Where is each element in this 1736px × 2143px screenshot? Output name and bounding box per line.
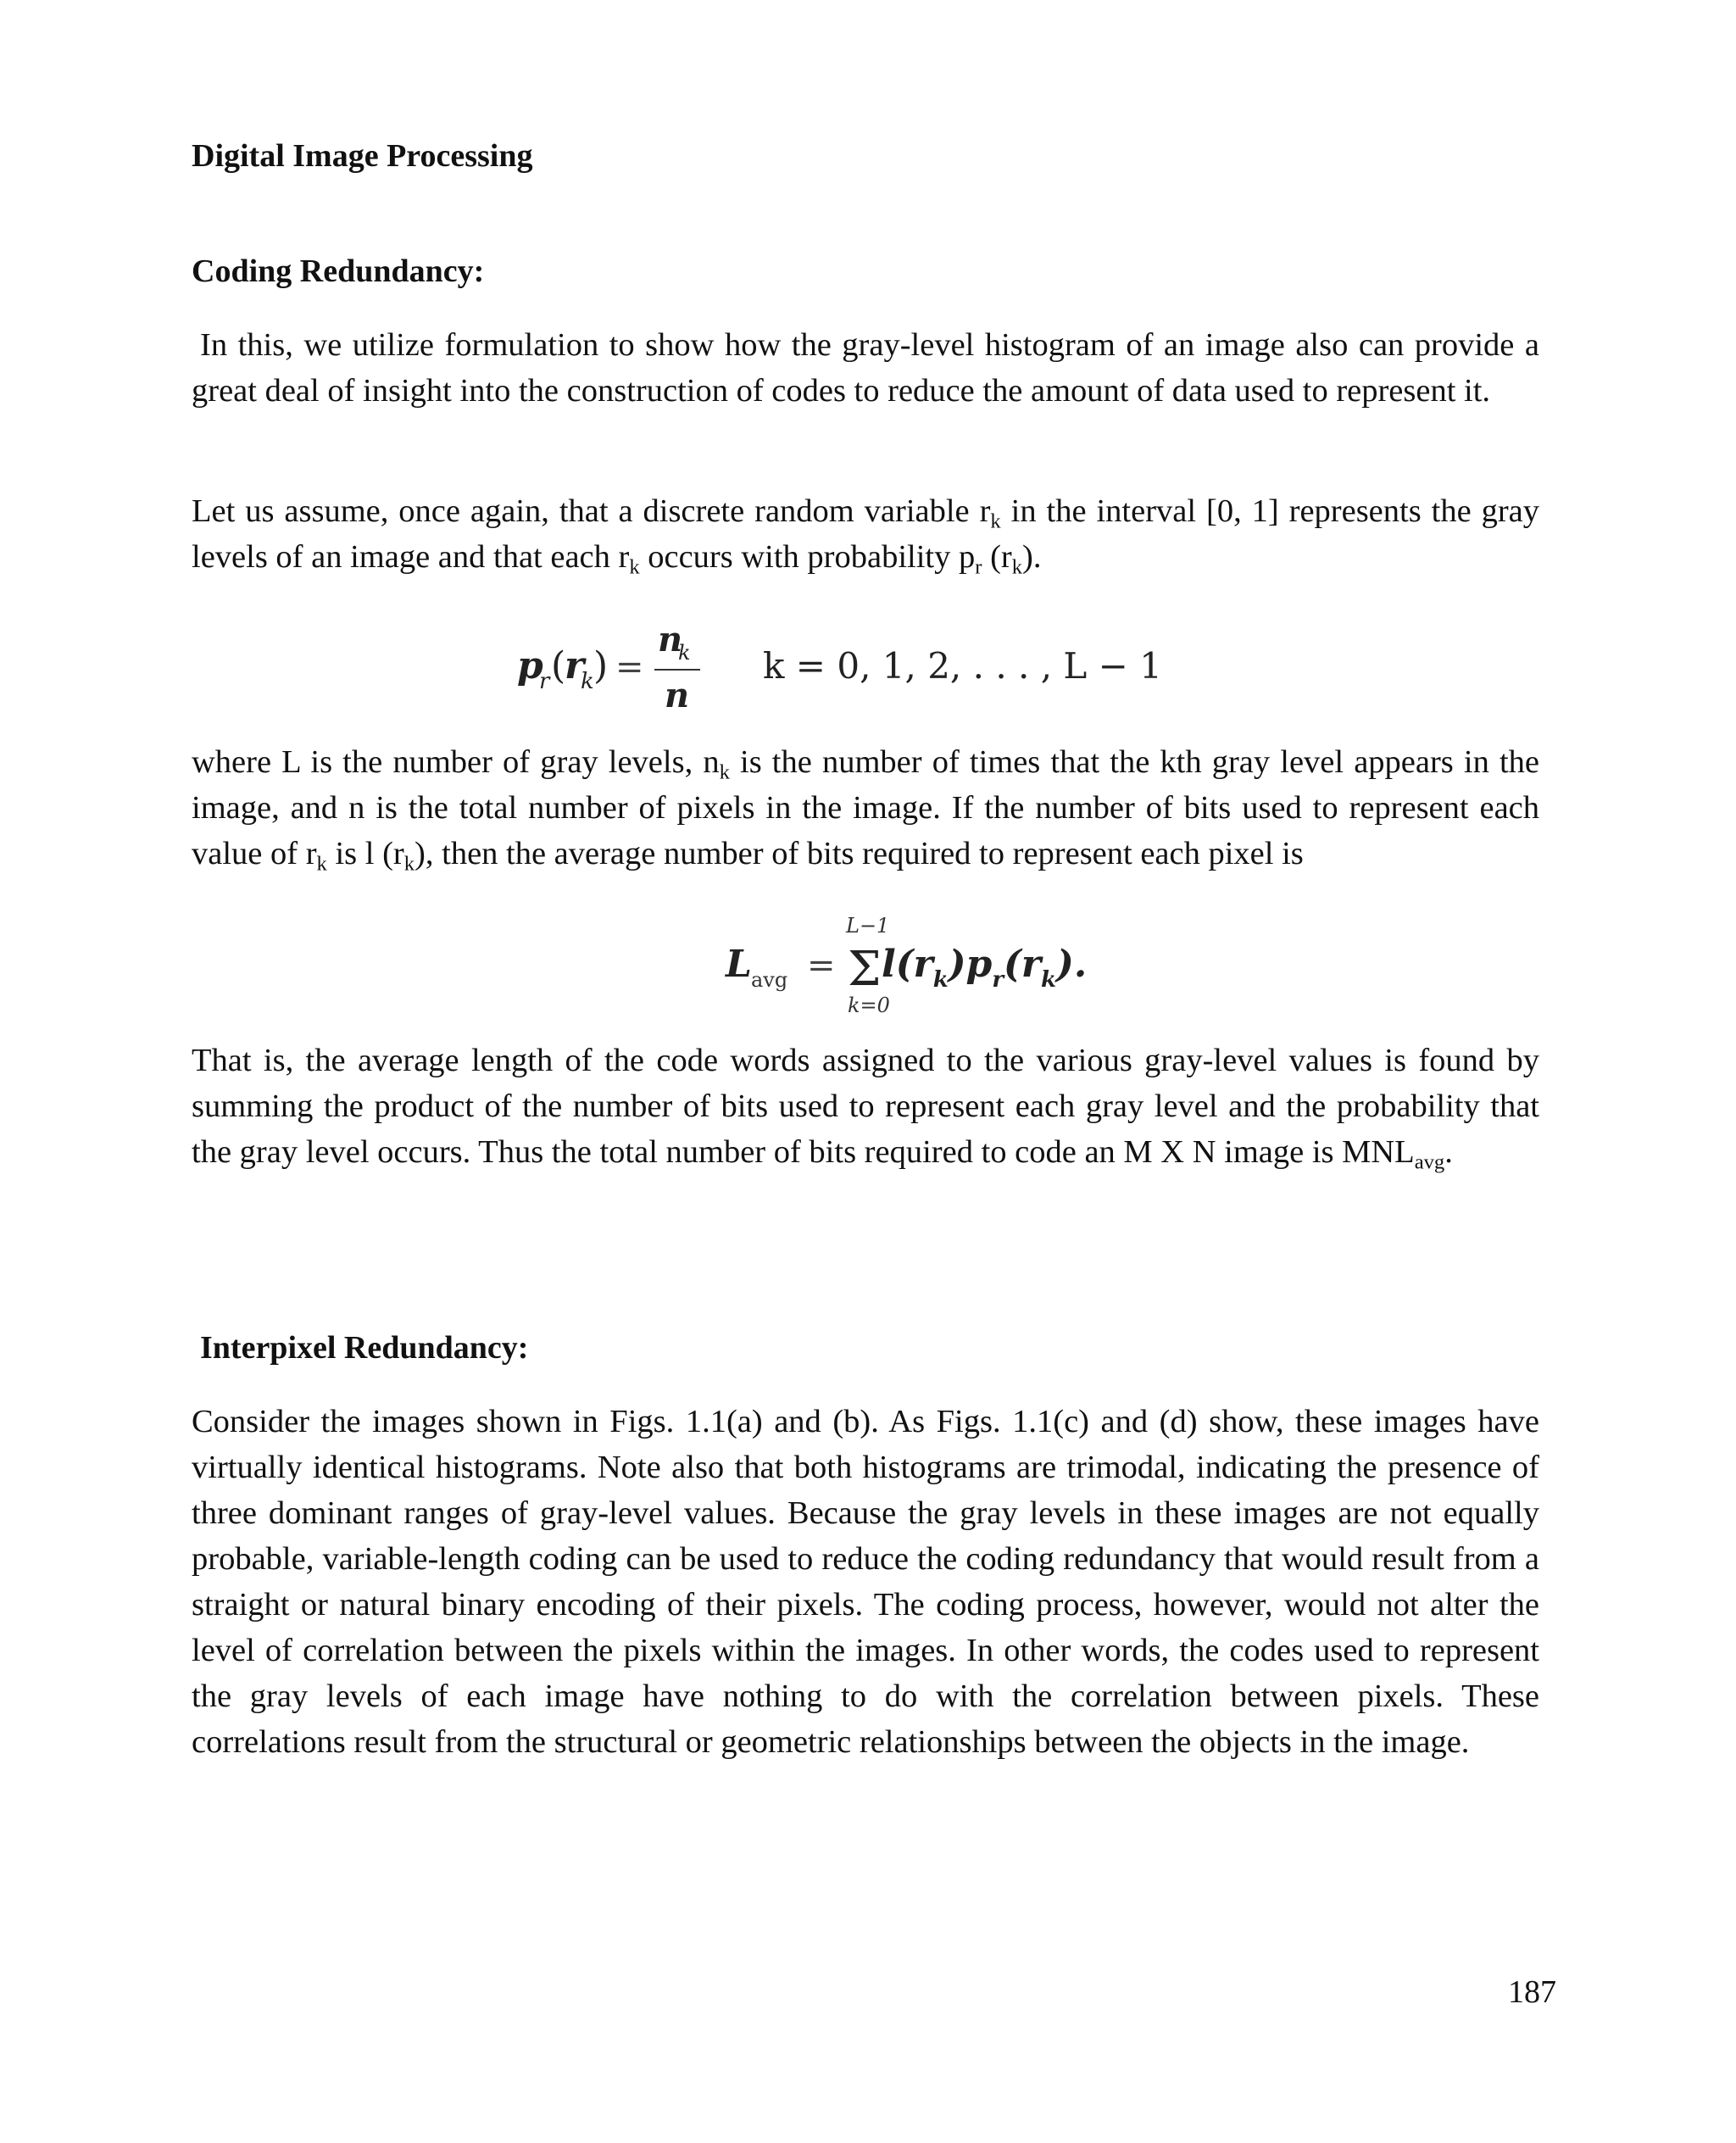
eq2-L-sub: avg — [751, 968, 788, 992]
eq1-p-sub: r — [539, 669, 550, 694]
eq1-range: k = 0, 1, 2, . . . , L − 1 — [763, 645, 1162, 687]
eq2-L: L — [726, 943, 752, 986]
eq2-equals: = — [807, 946, 836, 985]
section-heading-interpixel-redundancy: Interpixel Redundancy: — [200, 1330, 529, 1366]
eq1-open-paren: ( — [551, 644, 566, 687]
eq1-r: r — [565, 644, 585, 687]
eq1-r-sub: k — [581, 669, 594, 694]
equation-probability — [517, 617, 1162, 719]
eq1-equals: = — [615, 648, 644, 687]
eq2-body: $l(r_k)p_r(r_k)$. — [882, 943, 1088, 993]
eq2-lower-limit: k=0 — [848, 994, 890, 1017]
section-heading-coding-redundancy: Coding Redundancy: — [192, 253, 485, 289]
equation-average-length — [726, 909, 1088, 1019]
eq1-close-paren: ) — [593, 644, 609, 687]
eq1-denominator: n — [665, 676, 690, 715]
eq1-numerator: n — [658, 620, 683, 660]
paragraph-random-variable: Let us assume, once again, that a discrete random variable $r_k$ in the interval [0, 1] represents the gray levels of an image and that each $r_k$ occurs with probability $p_r$ $(r_k)$. — [192, 493, 1539, 579]
paragraph-intro: In this, we utilize formulation to show how the gray-level histogram of an image also can provide a great deal of insight into the construction of codes to reduce the amount of data used to represent it. — [192, 327, 1539, 409]
running-header: Digital Image Processing — [192, 138, 533, 174]
page-number: 187 — [1508, 1974, 1556, 2010]
paragraph-interpixel: Consider the images shown in Figs. 1.1(a) and (b). As Figs. 1.1(c) and (d) show, these images have virtually identical histograms. Note also that both histograms are trimodal, indicating the presence of three dominant ranges of gray-level values. Because the gray levels in these images are not equally probable, variable-length coding can be used to reduce the coding redundancy that would result from a straight or natural binary encoding of their pixels. The coding process, however, would not alter the level of correlation between the pixels within the images. In other words, the codes used to represent the gray levels of each image have nothing to do with the correlation between pixels. These correlations result from the structural or geometric relationships between the objects in the image. — [192, 1404, 1539, 1760]
eq2-sigma: Σ — [848, 942, 882, 997]
paragraph-average-length: That is, the average length of the code words assigned to the various gray-level values is found by summing the product of the number of bits used to represent each gray level and the probability that the gray level occurs. Thus the total number of bits required to code an M X N image is $MNL_{avg}$. — [192, 1043, 1539, 1174]
paragraph-gray-levels: where L is the number of gray levels, $n_k$ is the number of times that the kth gray level appears in the image, and n is the total number of pixels in the image. If the number of bits used to represent each value of $r_k$ is l $(r_k)$, then the average number of bits required to represent each pixel is — [192, 744, 1539, 876]
eq1-numerator-sub: k — [678, 641, 691, 665]
eq2-upper-limit: L−1 — [846, 914, 890, 938]
eq1-p: p — [517, 644, 543, 687]
